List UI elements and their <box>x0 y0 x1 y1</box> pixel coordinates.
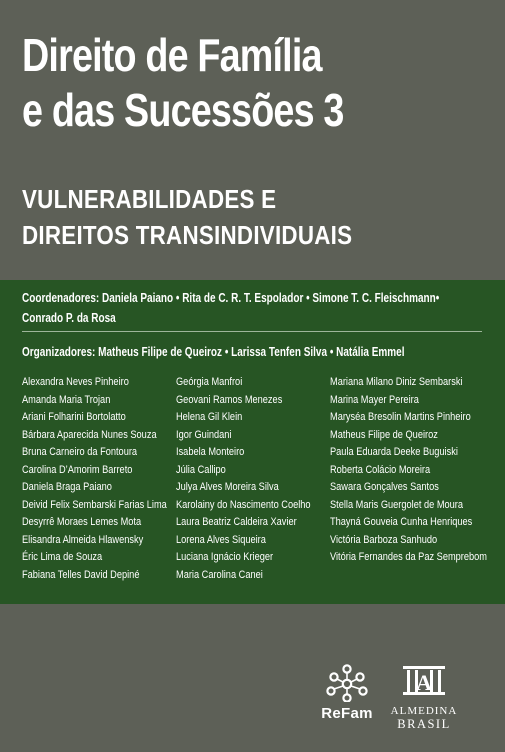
authors-column-2 <box>176 374 311 584</box>
author-name: Maryséa Bresolin Martins Pinheiro <box>330 411 471 423</box>
subtitle-line-2: DIREITOS TRANSINDIVIDUAIS <box>22 220 353 250</box>
author-name: Éric Lima de Souza <box>22 551 103 563</box>
author-name: Helena Gil Klein <box>176 411 243 423</box>
author-name: Fabiana Telles David Depiné <box>22 568 140 581</box>
author-name: Stella Maris Guergolet de Moura <box>330 498 464 511</box>
almedina-country: BRASIL <box>397 717 451 731</box>
author-name: Deivid Felix Sembarski Farias Lima <box>22 498 167 511</box>
authors-column-3 <box>330 374 487 567</box>
author-name: Amanda Maria Trojan <box>22 393 111 406</box>
author-name: Paula Eduarda Deeke Buguiski <box>330 446 458 458</box>
author-name: Daniela Braga Paiano <box>22 481 112 493</box>
subtitle-line-1: VULNERABILIDADES E <box>22 184 277 214</box>
refam-label: ReFam <box>321 705 373 722</box>
author-name: Thayná Gouveia Cunha Henriques <box>330 516 473 528</box>
authors-column-1 <box>22 374 167 584</box>
author-name: Julya Alves Moreira Silva <box>176 481 279 493</box>
author-name: Igor Guindani <box>176 428 232 441</box>
author-name: Roberta Colácio Moreira <box>330 463 431 476</box>
author-name: Bruna Carneiro da Fontoura <box>22 446 138 458</box>
author-name: Desyrrê Moraes Lemes Mota <box>22 516 142 528</box>
author-name: Carolina D’Amorim Barreto <box>22 463 133 476</box>
author-name: Karolainy do Nascimento Coelho <box>176 498 311 511</box>
author-name: Ariani Folharini Bortolatto <box>22 411 126 423</box>
author-name: Alexandra Neves Pinheiro <box>22 376 129 388</box>
svg-text:A: A <box>416 670 432 695</box>
divider <box>22 331 482 332</box>
author-name: Sawara Gonçalves Santos <box>330 481 439 493</box>
author-name: Geovani Ramos Menezes <box>176 393 283 406</box>
author-name: Vitória Fernandes da Paz Semprebom <box>330 551 488 563</box>
author-name: Laura Beatriz Caldeira Xavier <box>176 516 297 528</box>
book-title <box>22 28 344 138</box>
almedina-logo <box>384 664 464 731</box>
author-name: Maria Carolina Canei <box>176 568 263 581</box>
refam-logo <box>318 664 376 724</box>
author-name: Mariana Milano Diniz Sembarski <box>330 376 463 388</box>
author-name: Júlia Callipo <box>176 463 226 476</box>
book-subtitle <box>22 181 352 253</box>
author-name: Luciana Ignácio Krieger <box>176 551 274 563</box>
title-line-2: e das Sucessões 3 <box>22 84 344 136</box>
author-name: Elisandra Almeida Hlawensky <box>22 533 144 546</box>
organizers-line: Organizadores: Matheus Filipe de Queiroz • Larissa Tenfen Silva • Natália Emmel <box>22 345 405 359</box>
coordinators-line: Coordenadores: Daniela Paiano • Rita de C. R. T. Espolador • Simone T. C. Fleischmann• Conrado P. da Rosa <box>22 291 440 325</box>
title-line-1: Direito de Família <box>22 29 322 81</box>
author-name: Marina Mayer Pereira <box>330 393 419 406</box>
almedina-name: ALMEDINA <box>390 705 458 717</box>
author-name: Geórgia Manfroi <box>176 376 243 388</box>
author-name: Victória Barboza Sanhudo <box>330 533 438 546</box>
author-name: Matheus Filipe de Queiroz <box>330 428 438 441</box>
author-name: Lorena Alves Siqueira <box>176 533 266 546</box>
author-name: Bárbara Aparecida Nunes Souza <box>22 428 157 441</box>
refam-emblem-icon <box>326 664 368 702</box>
almedina-columns-icon <box>401 664 447 696</box>
author-name: Isabela Monteiro <box>176 446 245 458</box>
